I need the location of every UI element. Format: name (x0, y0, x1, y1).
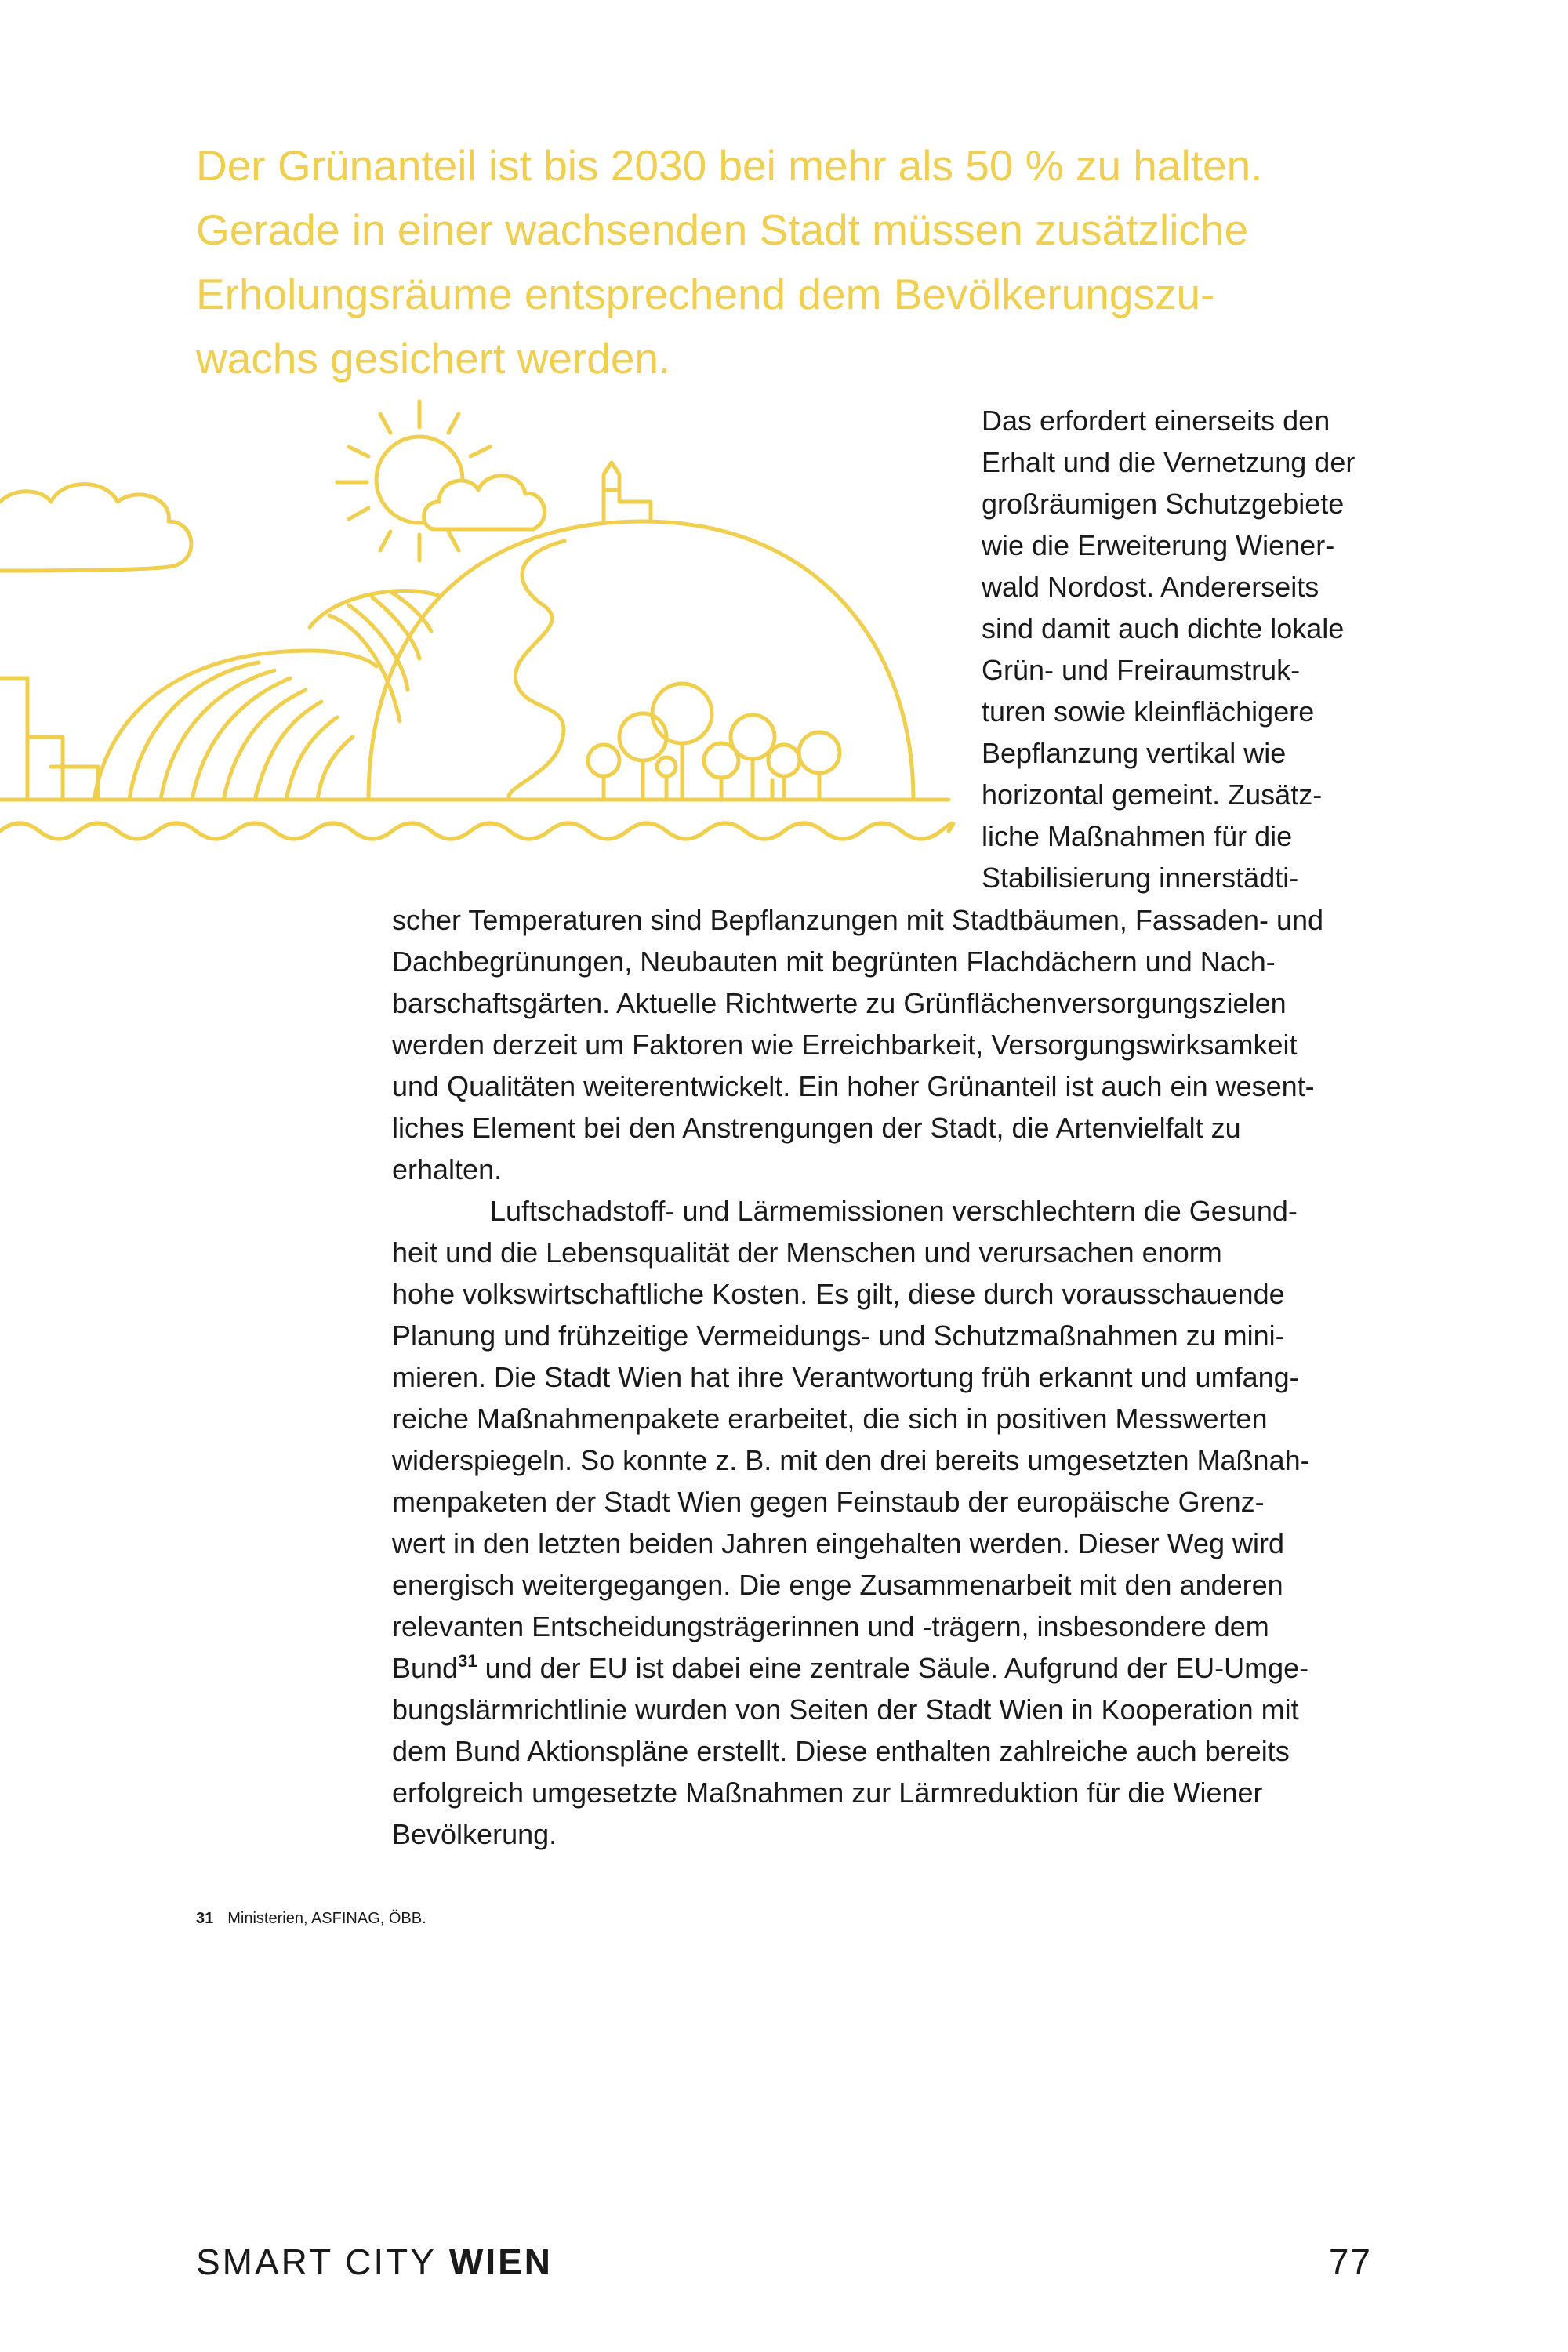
text-line: mieren. Die Stadt Wien hat ihre Verantwortung früh erkannt und umfang- (392, 1361, 1299, 1393)
text-line: liches Element bei den Anstrengungen der Stadt, die Artenvielfalt zu (392, 1112, 1241, 1144)
path-icon (509, 541, 564, 800)
text-line: und Qualitäten weiterentwickelt. Ein hoher Grünanteil ist auch ein wesent- (392, 1070, 1315, 1102)
bund-rest: und der EU ist dabei eine zentrale Säule. Aufgrund der EU-Umge- (477, 1652, 1309, 1684)
lead-line: Gerade in einer wachsenden Stadt müssen zusätzliche (196, 205, 1249, 254)
text-line: horizontal gemeint. Zusätz- (982, 779, 1323, 811)
text-line: heit und die Lebensqualität der Menschen und verursachen enorm (392, 1236, 1222, 1269)
text-line: sind damit auch dichte lokale (982, 612, 1345, 644)
text-line: erhalten. (392, 1153, 503, 1185)
text-line: barschaftsgärten. Aktuelle Richtwerte zu Grünflächenversorgungszielen (392, 987, 1287, 1019)
tower-icon (604, 463, 651, 521)
page-number: 77 (1328, 2241, 1372, 2282)
cloud-icon (424, 476, 545, 529)
text-line: Erhalt und die Vernetzung der (982, 446, 1356, 478)
trees-icon (588, 684, 840, 800)
field-icon (94, 651, 376, 800)
building-icon (0, 678, 98, 800)
text-line: wie die Erweiterung Wiener- (982, 529, 1335, 561)
text-line: reiche Maßnahmenpakete erarbeitet, die sich in positiven Messwerten (392, 1403, 1268, 1435)
text-line: hohe volkswirtschaftliche Kosten. Es gilt, diese durch vorausschauende (392, 1278, 1285, 1310)
text-line: Bepflanzung vertikal wie (982, 737, 1287, 769)
body-text-main (392, 899, 1427, 1855)
text-line: turen sowie kleinflächigere (982, 695, 1315, 728)
brand-logo (196, 2241, 553, 2283)
text-line: liche Maßnahmen für die (982, 820, 1293, 852)
text-line: großräumigen Schutzgebiete (982, 488, 1345, 520)
text-line: Bevölkerung. (392, 1818, 557, 1850)
hill-icon (368, 521, 913, 800)
footnote-text: Ministerien, ASFINAG, ÖBB. (227, 1910, 426, 1927)
footnote-ref[interactable]: 31 (458, 1651, 477, 1671)
body-text-top (982, 400, 1421, 898)
cloud-icon (0, 485, 191, 572)
text-line: relevanten Entscheidungsträgerinnen und -trägern, insbesondere dem (392, 1610, 1269, 1642)
footnote (196, 1910, 426, 1928)
text-line: dem Bund Aktionspläne erstellt. Diese enthalten zahlreiche auch bereits (392, 1735, 1290, 1767)
water-icon (0, 823, 953, 839)
text-line: energisch weitergegangen. Die enge Zusammenarbeit mit den anderen (392, 1569, 1283, 1601)
text-line (392, 1647, 1427, 1689)
text-line: Stabilisierung innerstädti- (982, 862, 1299, 894)
text-line: Planung und frühzeitige Vermeidungs- und Schutzmaßnahmen zu mini- (392, 1319, 1285, 1352)
text-line: werden derzeit um Faktoren wie Erreichbarkeit, Versorgungswirksamkeit (392, 1029, 1298, 1061)
text-line: menpaketen der Stadt Wien gegen Feinstaub der europäische Grenz- (392, 1486, 1265, 1518)
text-line: erfolgreich umgesetzte Maßnahmen zur Lärmreduktion für die Wiener (392, 1777, 1263, 1809)
text-line: widerspiegeln. So konnte z. B. mit den drei bereits umgesetzten Maßnah- (392, 1444, 1310, 1476)
lead-line: Der Grünanteil ist bis 2030 bei mehr als 50 % zu halten. (196, 141, 1263, 190)
bund-word: Bund (392, 1652, 459, 1684)
text-line: Dachbegrünungen, Neubauten mit begrünten Flachdächern und Nach- (392, 946, 1276, 978)
text-line: scher Temperaturen sind Bepflanzungen mit Stadtbäumen, Fassaden- und (392, 904, 1324, 936)
text-line: wald Nordost. Andererseits (982, 571, 1319, 603)
footnote-number: 31 (196, 1910, 214, 1927)
text-line: Grün- und Freiraumstruk- (982, 654, 1301, 686)
brand-bold: WIEN (448, 2241, 554, 2282)
lead-line: wachs gesichert werden. (196, 334, 671, 383)
lead-line: Erholungsräume entsprechend dem Bevölkerungszu- (196, 270, 1215, 318)
text-line: wert in den letzten beiden Jahren eingehalten werden. Dieser Weg wird (392, 1527, 1285, 1559)
text-line: Luftschadstoff- und Lärmemissionen verschlechtern die Gesund- (490, 1195, 1298, 1227)
brand-light: SMART CITY (196, 2241, 437, 2282)
lead-text (196, 133, 1419, 390)
text-line: Das erfordert einerseits den (982, 405, 1330, 437)
city-landscape-illustration (0, 392, 964, 862)
text-line: bungslärmrichtlinie wurden von Seiten der Stadt Wien in Kooperation mit (392, 1693, 1299, 1726)
